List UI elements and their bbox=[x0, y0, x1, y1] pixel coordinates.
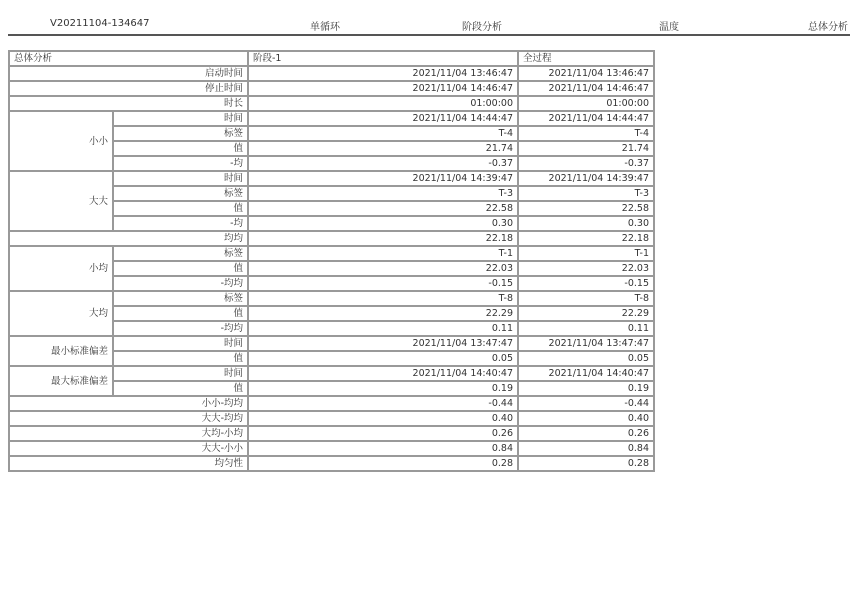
table-title: 总体分析 bbox=[9, 51, 248, 66]
row-label: 大大-均均 bbox=[9, 411, 248, 426]
cell-value: 2021/11/04 13:47:47 bbox=[248, 336, 518, 351]
cell-value: T-1 bbox=[248, 246, 518, 261]
group-label: 大均 bbox=[9, 291, 113, 336]
table-row bbox=[9, 336, 654, 351]
cell-value: 2021/11/04 14:44:47 bbox=[518, 111, 654, 126]
row-label: 启动时间 bbox=[9, 66, 248, 81]
group-label: 大大 bbox=[9, 171, 113, 231]
cell-value: 0.05 bbox=[518, 351, 654, 366]
column-header-overall: 全过程 bbox=[518, 51, 654, 66]
cell-value: T-3 bbox=[518, 186, 654, 201]
row-label: 标签 bbox=[113, 186, 248, 201]
cell-value: -0.37 bbox=[248, 156, 518, 171]
cell-value: 22.18 bbox=[518, 231, 654, 246]
cell-value: 22.18 bbox=[248, 231, 518, 246]
row-label: 时间 bbox=[113, 111, 248, 126]
row-label: 值 bbox=[113, 381, 248, 396]
row-label: 值 bbox=[113, 306, 248, 321]
cell-value: 0.11 bbox=[518, 321, 654, 336]
cell-value: 0.30 bbox=[518, 216, 654, 231]
table-row bbox=[9, 426, 654, 441]
cell-value: 2021/11/04 14:46:47 bbox=[248, 81, 518, 96]
cell-value: 2021/11/04 13:46:47 bbox=[248, 66, 518, 81]
cell-value: 2021/11/04 14:40:47 bbox=[248, 366, 518, 381]
cell-value: 2021/11/04 14:39:47 bbox=[248, 171, 518, 186]
table-row bbox=[9, 366, 654, 381]
stage-analysis: 阶段分析 bbox=[462, 22, 502, 33]
cell-value: 0.40 bbox=[518, 411, 654, 426]
row-label: 标签 bbox=[113, 291, 248, 306]
file-id: V20211104-134647 bbox=[50, 18, 150, 29]
cell-value: 0.28 bbox=[248, 456, 518, 471]
row-label: 均匀性 bbox=[9, 456, 248, 471]
report-header bbox=[8, 0, 850, 36]
row-label: 大均-小均 bbox=[9, 426, 248, 441]
cell-value: T-4 bbox=[518, 126, 654, 141]
cell-value: 0.11 bbox=[248, 321, 518, 336]
row-label: 值 bbox=[113, 261, 248, 276]
row-label: 标签 bbox=[113, 126, 248, 141]
row-label: -均均 bbox=[113, 321, 248, 336]
row-label: 时间 bbox=[113, 336, 248, 351]
table-row bbox=[9, 231, 654, 246]
table-row bbox=[9, 441, 654, 456]
table-row bbox=[9, 411, 654, 426]
cell-value: 0.28 bbox=[518, 456, 654, 471]
column-header-stage1: 阶段-1 bbox=[248, 51, 518, 66]
cell-value: -0.37 bbox=[518, 156, 654, 171]
cell-value: 0.84 bbox=[248, 441, 518, 456]
group-label: 小均 bbox=[9, 246, 113, 291]
cell-value: 22.58 bbox=[248, 201, 518, 216]
table-row bbox=[9, 291, 654, 306]
overall-analysis: 总体分析 bbox=[808, 22, 848, 33]
row-label: 均均 bbox=[9, 231, 248, 246]
row-label: 值 bbox=[113, 141, 248, 156]
row-label: 小小-均均 bbox=[9, 396, 248, 411]
row-label: 时间 bbox=[113, 366, 248, 381]
table-row bbox=[9, 96, 654, 111]
cell-value: 2021/11/04 14:44:47 bbox=[248, 111, 518, 126]
table-row bbox=[9, 111, 654, 126]
cell-value: 2021/11/04 14:46:47 bbox=[518, 81, 654, 96]
table-row bbox=[9, 66, 654, 81]
table-row bbox=[9, 171, 654, 186]
cell-value: 0.40 bbox=[248, 411, 518, 426]
cell-value: 0.05 bbox=[248, 351, 518, 366]
row-label: -均 bbox=[113, 216, 248, 231]
cell-value: 22.03 bbox=[518, 261, 654, 276]
cell-value: 0.84 bbox=[518, 441, 654, 456]
row-label: 停止时间 bbox=[9, 81, 248, 96]
table-row bbox=[9, 81, 654, 96]
cell-value: 0.19 bbox=[248, 381, 518, 396]
group-label: 小小 bbox=[9, 111, 113, 171]
cell-value: 22.29 bbox=[248, 306, 518, 321]
row-label: 时长 bbox=[9, 96, 248, 111]
cell-value: 0.26 bbox=[518, 426, 654, 441]
row-label: -均均 bbox=[113, 276, 248, 291]
cell-value: 21.74 bbox=[248, 141, 518, 156]
cell-value: 22.58 bbox=[518, 201, 654, 216]
cell-value: 21.74 bbox=[518, 141, 654, 156]
group-label: 最大标准偏差 bbox=[9, 366, 113, 396]
cell-value: 0.30 bbox=[248, 216, 518, 231]
row-label: 大大-小小 bbox=[9, 441, 248, 456]
cell-value: T-8 bbox=[518, 291, 654, 306]
measure-type: 温度 bbox=[659, 22, 679, 33]
cell-value: T-4 bbox=[248, 126, 518, 141]
table-row bbox=[9, 396, 654, 411]
cell-value: T-8 bbox=[248, 291, 518, 306]
cell-value: -0.15 bbox=[518, 276, 654, 291]
table-header-row bbox=[9, 51, 654, 66]
row-label: -均 bbox=[113, 156, 248, 171]
cell-value: 2021/11/04 14:40:47 bbox=[518, 366, 654, 381]
cell-value: 22.29 bbox=[518, 306, 654, 321]
cell-value: -0.44 bbox=[518, 396, 654, 411]
cell-value: T-3 bbox=[248, 186, 518, 201]
cell-value: -0.44 bbox=[248, 396, 518, 411]
cell-value: 0.26 bbox=[248, 426, 518, 441]
cell-value: T-1 bbox=[518, 246, 654, 261]
row-label: 值 bbox=[113, 351, 248, 366]
cell-value: 01:00:00 bbox=[248, 96, 518, 111]
analysis-table bbox=[8, 50, 655, 472]
cell-value: 2021/11/04 13:47:47 bbox=[518, 336, 654, 351]
row-label: 标签 bbox=[113, 246, 248, 261]
row-label: 值 bbox=[113, 201, 248, 216]
cell-value: 0.19 bbox=[518, 381, 654, 396]
cell-value: 2021/11/04 13:46:47 bbox=[518, 66, 654, 81]
cell-value: 01:00:00 bbox=[518, 96, 654, 111]
table-row bbox=[9, 246, 654, 261]
cell-value: 2021/11/04 14:39:47 bbox=[518, 171, 654, 186]
cell-value: -0.15 bbox=[248, 276, 518, 291]
group-label: 最小标准偏差 bbox=[9, 336, 113, 366]
cell-value: 22.03 bbox=[248, 261, 518, 276]
cycle-mode: 单循环 bbox=[310, 22, 340, 33]
row-label: 时间 bbox=[113, 171, 248, 186]
table-row bbox=[9, 456, 654, 471]
